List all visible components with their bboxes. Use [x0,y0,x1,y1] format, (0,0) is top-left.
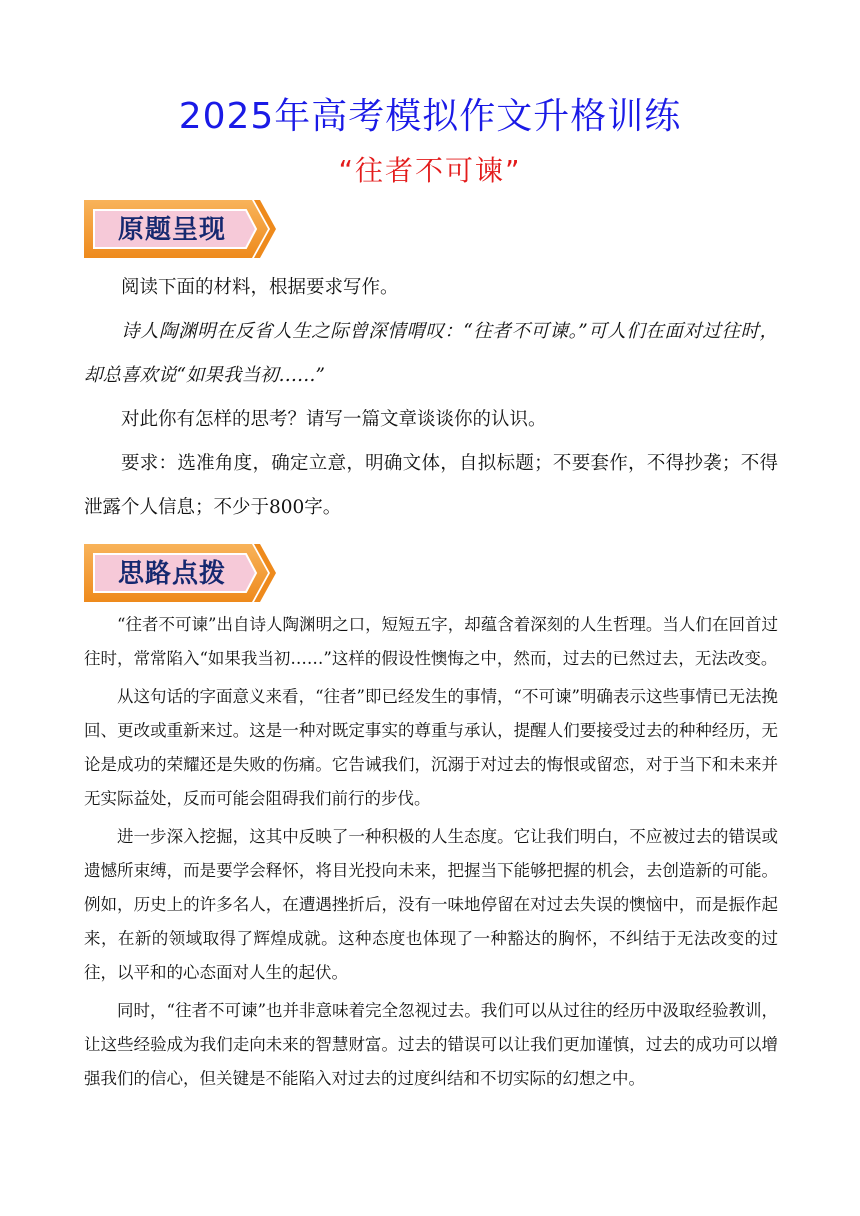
prompt-paragraph: 要求：选准角度，确定立意，明确文体，自拟标题；不要套作，不得抄袭；不得泄露个人信息；不少于800字。 [84,453,778,518]
section-banner-original [82,196,278,262]
guidance-paragraph: “往者不可谏”出自诗人陶渊明之口，短短五字，却蕴含着深刻的人生哲理。当人们在回首过往时，常常陷入“如果我当初……”这样的假设性懊悔之中，然而，过去的已然过去，无法改变。 [84,615,778,668]
section-label-guidance: 思路点拨 [117,559,226,589]
prompt-paragraph: 诗人陶渊明在反省人生之际曾深情喟叹：“往者不可谏。”可人们在面对过往时，却总喜欢说“如果我当初……” [84,321,778,386]
prompt-paragraph: 阅读下面的材料，根据要求写作。 [121,277,399,298]
guidance-paragraph: 从这句话的字面意义来看，“往者”即已经发生的事情，“不可谏”明确表示这些事情已无法挽回、更改或重新来过。这是一种对既定事实的尊重与承认，提醒人们要接受过去的种种经历，无论是成功的荣耀还是失败的伤痛。它告诫我们，沉溺于对过去的悔恨或留恋，对于当下和未来并无实际益处，反而可能会阻碍我们前行的步伐。 [84,687,778,808]
page-title: 2025年高考模拟作文升格训练 [178,96,682,137]
section-label-original: 原题呈现 [117,215,226,245]
original-prompt [84,266,778,530]
guidance-body [84,608,778,1100]
guidance-paragraph: 进一步深入挖掘，这其中反映了一种积极的人生态度。它让我们明白，不应被过去的错误或遗憾所束缚，而是要学会释怀，将目光投向未来，把握当下能够把握的机会，去创造新的可能。例如，历史上的许多名人，在遭遇挫折后，没有一味地停留在对过去失误的懊恼中，而是振作起来，在新的领域取得了辉煌成就。这种态度也体现了一种豁达的胸怀，不纠结于无法改变的过往，以平和的心态面对人生的起伏。 [84,827,778,982]
page-subtitle: “往者不可谏” [338,154,522,187]
guidance-paragraph: 同时，“往者不可谏”也并非意味着完全忽视过去。我们可以从过往的经历中汲取经验教训，让这些经验成为我们走向未来的智慧财富。过去的错误可以让我们更加谨慎，过去的成功可以增强我们的信心，但关键是不能陷入对过去的过度纠结和不切实际的幻想之中。 [84,1001,778,1088]
prompt-paragraph: 对此你有怎样的思考？请写一篇文章谈谈你的认识。 [121,409,547,430]
section-banner-guidance [82,540,278,606]
